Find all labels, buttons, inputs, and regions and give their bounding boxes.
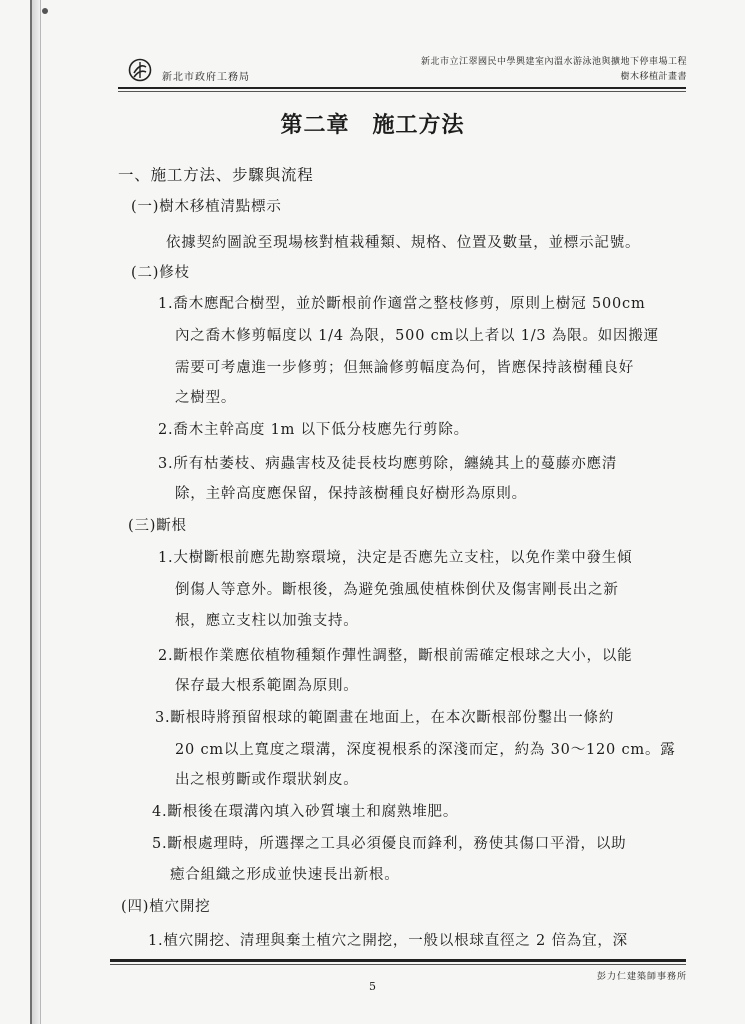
list-item-line: 除，主幹高度應保留，保持該樹種良好樹形為原則。 xyxy=(175,486,527,502)
footer-rule xyxy=(110,959,686,962)
list-item-line: 2.喬木主幹高度 1m 以下低分枝應先行剪除。 xyxy=(158,422,469,438)
list-item-line: 保存最大根系範圍為原則。 xyxy=(175,678,359,694)
project-title xyxy=(421,55,687,85)
list-item-line: 1.大樹斷根前應先勘察環境，決定是否應先立支柱，以免作業中發生傾 xyxy=(158,550,633,566)
list-item-line: 癒合組織之形成並快速長出新根。 xyxy=(170,867,400,883)
paragraph-line: 依據契約圖說至現場核對植栽種類、規格、位置及數量，並標示記號。 xyxy=(166,235,641,251)
agency-logo-icon xyxy=(128,58,152,82)
subsection-heading: (二)修枝 xyxy=(131,265,190,281)
agency-name: 新北市政府工務局 xyxy=(162,72,250,83)
list-item-line: 3.斷根時將預留根球的範圍畫在地面上，在本次斷根部份鑿出一條約 xyxy=(155,710,615,726)
list-item-line: 4.斷根後在環溝內填入砂質壤土和腐熟堆肥。 xyxy=(152,804,459,820)
subsection-heading: (一)樹木移植清點標示 xyxy=(131,199,282,215)
header-rule xyxy=(118,87,686,89)
page-number: 5 xyxy=(369,980,376,993)
list-item-line: 2.斷根作業應依植物種類作彈性調整，斷根前需確定根球之大小，以能 xyxy=(158,648,633,664)
section-heading: 一、施工方法、步驟與流程 xyxy=(118,166,314,184)
list-item-line: 內之喬木修剪幅度以 1/4 為限，500 cm以上者以 1/3 為限。如因搬運 xyxy=(175,328,659,344)
subsection-heading: (三)斷根 xyxy=(128,518,187,534)
project-subtitle-line: 樹木移植計畫書 xyxy=(620,72,687,82)
list-item-line: 根，應立支柱以加強支持。 xyxy=(175,613,359,629)
footer-rule-thin xyxy=(110,964,686,965)
list-item-line: 之樹型。 xyxy=(175,390,237,406)
list-item-line: 1.喬木應配合樹型，並於斷根前作適當之整枝修剪，原則上樹冠 500cm xyxy=(158,296,646,312)
list-item-line: 3.所有枯萎枝、病蟲害枝及徒長枝均應剪除，纏繞其上的蔓藤亦應清 xyxy=(158,456,618,472)
header-rule-thin xyxy=(118,91,686,92)
project-title-line: 新北市立江翠國民中學興建室內溫水游泳池與擴地下停車場工程 xyxy=(420,57,687,67)
list-item-line: 出之根剪斷或作環狀剝皮。 xyxy=(175,772,359,788)
chapter-title: 第二章 施工方法 xyxy=(280,112,465,138)
list-item-line: 需要可考慮進一步修剪；但無論修剪幅度為何，皆應保持該樹種良好 xyxy=(175,360,634,376)
binding-margin xyxy=(30,0,41,1024)
list-item-line: 20 cm以上寬度之環溝，深度視根系的深淺而定，約為 30～120 cm。露 xyxy=(175,742,676,758)
staple-mark xyxy=(42,8,48,14)
list-item-line: 1.植穴開挖、清理與棄土植穴之開挖，一般以根球直徑之 2 倍為宜，深 xyxy=(148,933,628,949)
firm-name: 彭力仁建築師事務所 xyxy=(596,972,687,982)
subsection-heading: (四)植穴開挖 xyxy=(121,899,211,915)
list-item-line: 5.斷根處理時，所選擇之工具必須優良而鋒利，務使其傷口平滑，以助 xyxy=(152,836,627,852)
list-item-line: 倒傷人等意外。斷根後，為避免強風使植株倒伏及傷害剛長出之新 xyxy=(175,582,619,598)
